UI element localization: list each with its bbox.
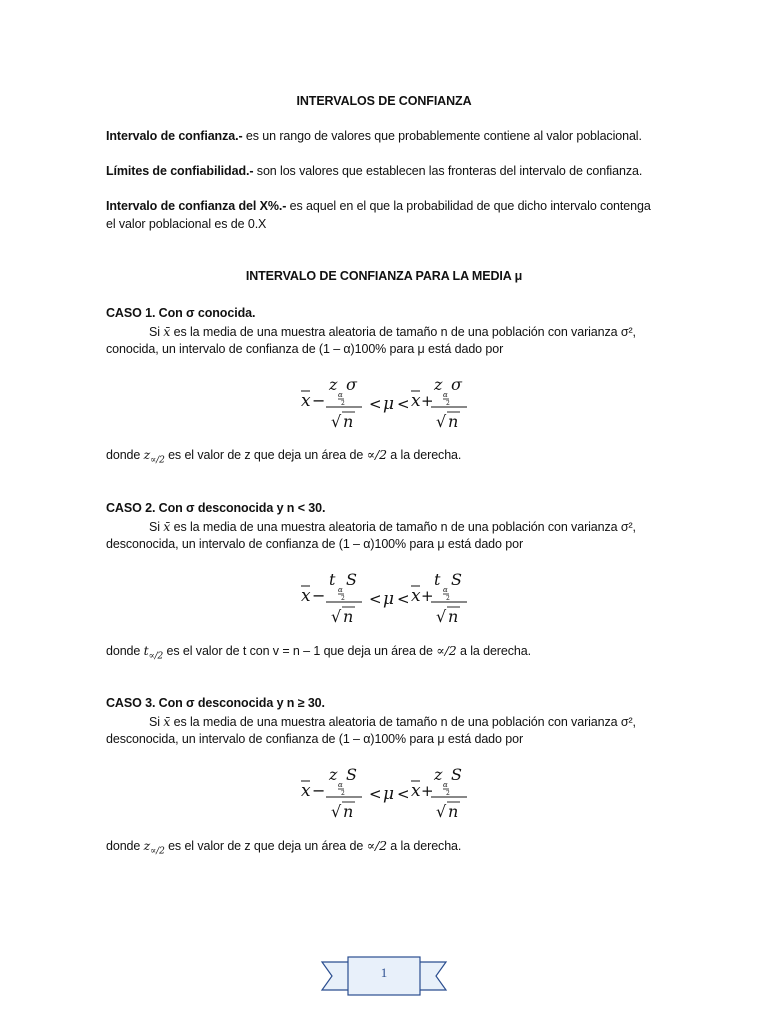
case-3-formula: [0, 762, 768, 824]
less-than-sign: <: [397, 590, 410, 608]
sqrt-symbol: √: [436, 607, 447, 626]
subscript-alpha: α: [443, 391, 448, 399]
sqrt-symbol: √: [436, 802, 447, 821]
case-1-note: donde $z_{\propto/2}$ es el valor de z que deja un área de ∝/2 a la derecha.: [106, 447, 462, 466]
sample-mean-x: x: [301, 781, 311, 801]
critical-value-symbol: t: [434, 570, 441, 589]
sample-mean-x: x: [411, 391, 421, 411]
critical-value-symbol: t: [329, 570, 336, 589]
critical-value-symbol: z: [329, 765, 338, 784]
plus-sign: +: [421, 587, 434, 605]
critical-value-symbol: z: [434, 765, 443, 784]
plus-sign: +: [421, 392, 434, 410]
case-3-intro: Si x̄ es la media de una muestra aleatoria de tamaño n de una población con varianza σ²,: [149, 714, 636, 729]
population-mean-mu: μ: [383, 394, 395, 414]
sample-size-n: n: [448, 802, 459, 821]
subscript-two: 2: [446, 400, 450, 407]
subscript-two: 2: [446, 790, 450, 797]
sample-size-n: n: [343, 607, 354, 626]
less-than-sign: <: [369, 590, 382, 608]
std-symbol: S: [451, 765, 462, 784]
case-3-note: donde $z_{\propto/2}$ es el valor de z que deja un área de ∝/2 a la derecha.: [106, 838, 462, 857]
subscript-two: 2: [446, 595, 450, 602]
sample-mean-x: x: [411, 586, 421, 606]
std-symbol: σ: [346, 375, 357, 394]
std-symbol: S: [346, 765, 357, 784]
subscript-alpha: α: [338, 586, 343, 594]
sample-size-n: n: [343, 412, 354, 431]
case-2-formula: [0, 567, 768, 629]
minus-sign: −: [312, 781, 326, 800]
subscript-alpha: α: [338, 391, 343, 399]
sample-size-n: n: [343, 802, 354, 821]
std-symbol: S: [346, 570, 357, 589]
case-3-heading: CASO 3. Con σ desconocida y n ≥ 30.: [106, 696, 325, 710]
sample-size-n: n: [448, 412, 459, 431]
subscript-alpha: α: [338, 781, 343, 789]
case-2-note: donde $t_{\propto/2}$ es el valor de t con v = n – 1 que deja un área de ∝/2 a la derecha.: [106, 643, 531, 662]
sample-mean-x: x: [411, 781, 421, 801]
definition-confidence-interval: Intervalo de confianza.- es un rango de valores que probablemente contiene al valor poblacional.: [106, 129, 642, 143]
plus-sign: +: [421, 782, 434, 800]
minus-sign: −: [312, 586, 326, 605]
confidence-interval-formula: [299, 567, 469, 629]
subscript-alpha: α: [443, 586, 448, 594]
subscript-alpha: α: [443, 781, 448, 789]
case-1-intro: Si x̄ es la media de una muestra aleatoria de tamaño n de una población con varianza σ²,: [149, 324, 636, 339]
confidence-interval-formula: [299, 372, 469, 434]
sqrt-symbol: √: [436, 412, 447, 431]
case-3-intro-line2: desconocida, un intervalo de confianza de (1 – α)100% para μ está dado por: [106, 732, 524, 746]
definition-x-percent-interval: Intervalo de confianza del X%.- es aquel en el que la probabilidad de que dicho intervalo contenga: [106, 199, 651, 213]
case-2-heading: CASO 2. Con σ desconocida y n < 30.: [106, 501, 326, 515]
population-mean-mu: μ: [383, 589, 395, 609]
page-number-ribbon: [320, 954, 448, 998]
case-1-heading: CASO 1. Con σ conocida.: [106, 306, 256, 320]
section-title: INTERVALO DE CONFIANZA PARA LA MEDIA μ: [245, 269, 523, 283]
population-mean-mu: μ: [383, 784, 395, 804]
page-number: 1: [380, 965, 388, 980]
definition-x-percent-interval-line2: el valor poblacional es de 0.X: [106, 217, 267, 231]
std-symbol: σ: [451, 375, 462, 394]
case-2-intro-line2: desconocida, un intervalo de confianza de (1 – α)100% para μ está dado por: [106, 537, 524, 551]
subscript-two: 2: [341, 400, 345, 407]
subscript-two: 2: [341, 595, 345, 602]
sqrt-symbol: √: [331, 607, 342, 626]
sample-mean-x: x: [301, 391, 311, 411]
std-symbol: S: [451, 570, 462, 589]
minus-sign: −: [312, 391, 326, 410]
less-than-sign: <: [369, 785, 382, 803]
less-than-sign: <: [397, 395, 410, 413]
sample-size-n: n: [448, 607, 459, 626]
less-than-sign: <: [369, 395, 382, 413]
page-title: INTERVALOS DE CONFIANZA: [296, 94, 472, 108]
sqrt-symbol: √: [331, 412, 342, 431]
sample-mean-x: x: [301, 586, 311, 606]
less-than-sign: <: [397, 785, 410, 803]
confidence-interval-formula: [299, 762, 469, 824]
sqrt-symbol: √: [331, 802, 342, 821]
case-2-intro: Si x̄ es la media de una muestra aleatoria de tamaño n de una población con varianza σ²,: [149, 519, 636, 534]
critical-value-symbol: z: [434, 375, 443, 394]
subscript-two: 2: [341, 790, 345, 797]
case-1-intro-line2: conocida, un intervalo de confianza de (1 – α)100% para μ está dado por: [106, 342, 504, 356]
case-1-formula: [0, 372, 768, 434]
critical-value-symbol: z: [329, 375, 338, 394]
definition-confidence-limits: Límites de confiabilidad.- son los valores que establecen las fronteras del intervalo de confianza.: [106, 164, 643, 178]
